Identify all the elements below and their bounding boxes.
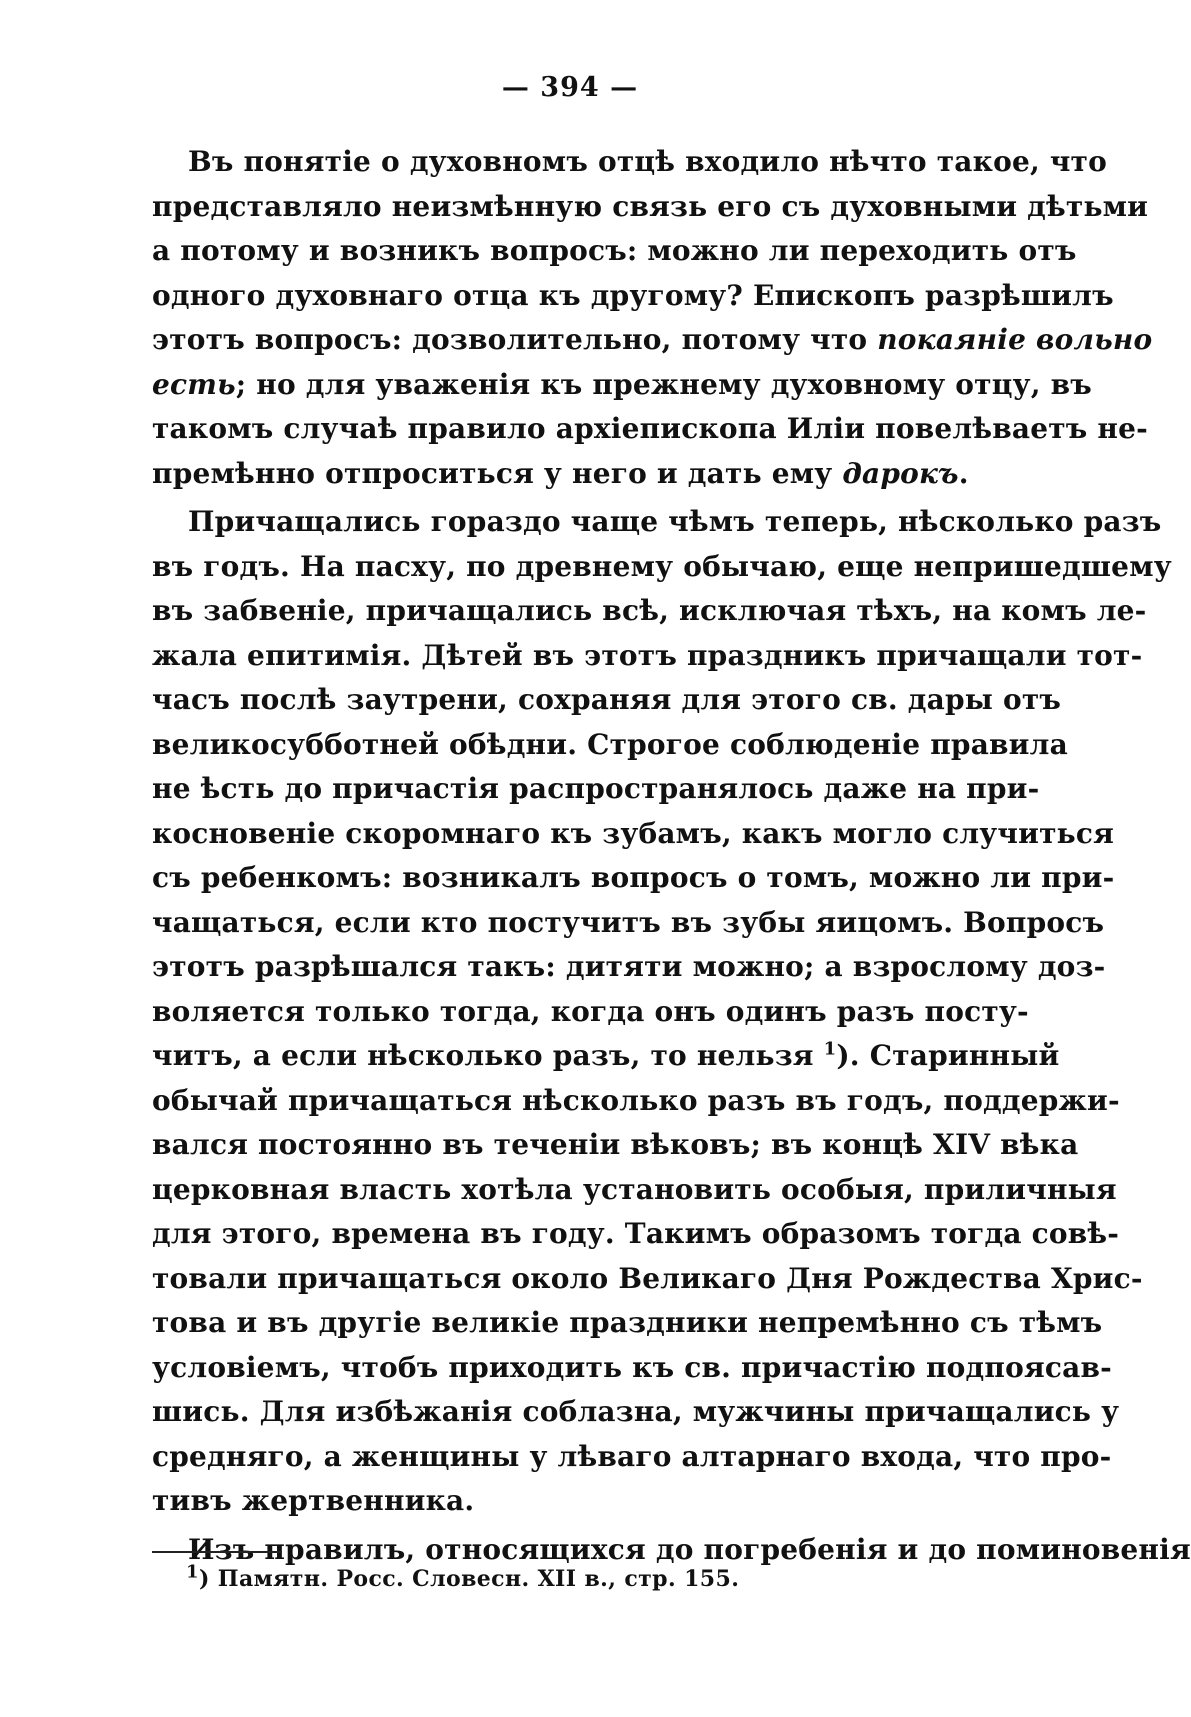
text-line: одного духовнаго отца къ другому? Епископъ разрѣшилъ (152, 278, 1114, 312)
footnote-marker: 1 (186, 1561, 199, 1583)
text-line: этотъ разрѣшался такъ: дитяти можно; а взрослому доз- (152, 950, 1106, 983)
text-line: съ ребенкомъ: возникалъ вопросъ о томъ, можно ли при- (152, 861, 1115, 894)
text-fragment: ; но для уваженія къ прежнему духовному отцу, въ (235, 367, 1092, 401)
text-line: а потому и возникъ вопросъ: можно ли переходить отъ (152, 234, 1077, 267)
text-line: представляло неизмѣнную связь его съ духовными дѣтьми (152, 189, 1149, 223)
text-line: косновеніе скоромнаго къ зубамъ, какъ могло случиться (152, 816, 1114, 850)
text-line: церковная власть хотѣла установить особыя, приличныя (152, 1172, 1117, 1206)
text-line (152, 363, 1092, 408)
text-fragment: ). Старинный (836, 1039, 1060, 1072)
text-line: средняго, а женщины у лѣваго алтарнаго входа, что про- (152, 1439, 1112, 1473)
text-fragment: покаяніе вольно (877, 323, 1153, 356)
footnote-divider (152, 1551, 282, 1553)
text-line: Причащались гораздо чаще чѣмъ теперь, нѣсколько разъ (188, 505, 1162, 538)
text-line (152, 1034, 1060, 1079)
text-line: жала епитимія. Дѣтей въ этотъ праздникъ причащали тот- (152, 638, 1143, 672)
text-line (152, 452, 982, 497)
text-line: такомъ случаѣ правило архіепископа Иліи повелѣваетъ не- (152, 412, 1148, 445)
text-fragment: премѣнно отпроситься у него и дать ему (152, 456, 843, 490)
footnote-reference: 1 (823, 1038, 837, 1060)
text-line: шись. Для избѣжанія соблазна, мужчины причащались у (152, 1395, 1120, 1428)
text-line: въ годъ. На пасху, по древнему обычаю, еще непришедшему (152, 549, 1172, 583)
text-line: въ забвеніе, причащались всѣ, исключая тѣхъ, на комъ ле- (152, 594, 1147, 627)
text-fragment: есть (152, 367, 236, 401)
text-line: вался постоянно въ теченіи вѣковъ; въ концѣ XIV вѣка (152, 1128, 1079, 1161)
footnote-text: ) Памятн. Росс. Словесн. XII в., стр. 155. (198, 1566, 740, 1592)
text-fragment: читъ, а если нѣсколько разъ, то нельзя (152, 1039, 824, 1072)
text-line: условіемъ, чтобъ приходить къ св. причастію подпоясав- (152, 1350, 1112, 1384)
text-line: товали причащаться около Великаго Дня Рождества Хрис- (152, 1261, 1143, 1295)
text-line: воляется только тогда, когда онъ одинъ разъ посту- (152, 994, 1029, 1028)
body-text (152, 140, 1191, 1572)
text-line: Въ понятіе о духовномъ отцѣ входило нѣчто такое, что (188, 145, 1107, 178)
page-number: — 394 — (501, 72, 639, 103)
text-line (152, 318, 1153, 363)
text-fragment: дарокъ (842, 456, 959, 490)
text-line: Изъ правилъ, относящихся до погребенія и до поминовенія (188, 1532, 1191, 1566)
text-line: това и въ другіе великіе праздники непремѣнно съ тѣмъ (152, 1306, 1103, 1339)
text-line: обычай причащаться нѣсколько разъ въ годъ, поддержи- (152, 1083, 1120, 1117)
footnote (186, 1561, 740, 1592)
text-fragment: этотъ вопросъ: дозволительно, потому что (152, 323, 878, 356)
text-line: часъ послѣ заутрени, сохраняя для этого св. дары отъ (152, 683, 1062, 716)
text-line: для этого, времена въ году. Такимъ образомъ тогда совѣ- (152, 1217, 1120, 1250)
text-line: великосубботней обѣдни. Строгое соблюденіе правила (152, 727, 1068, 761)
text-line: чащаться, если кто постучитъ въ зубы яицомъ. Вопросъ (152, 905, 1105, 939)
text-fragment: . (958, 456, 969, 490)
text-line: не ѣсть до причастія распространялось даже на при- (152, 772, 1040, 805)
text-line: тивъ жертвенника. (152, 1484, 475, 1517)
